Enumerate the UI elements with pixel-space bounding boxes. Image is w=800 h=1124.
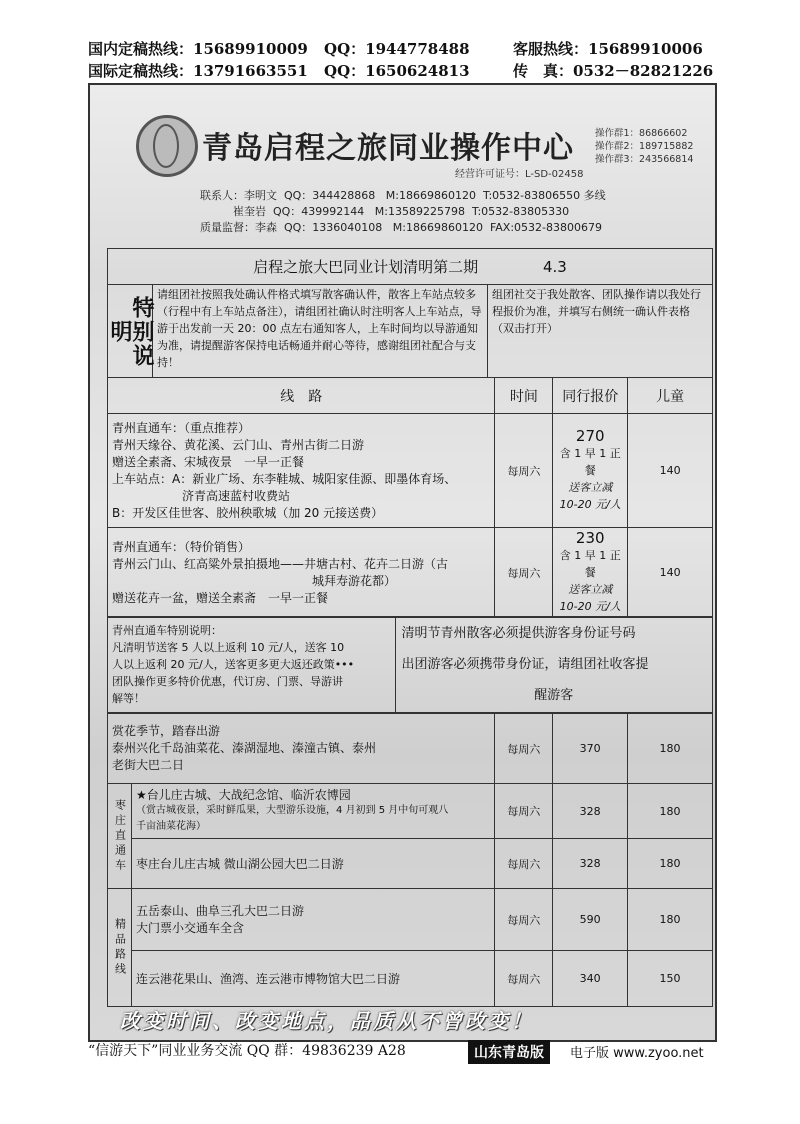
flyer-sheet	[88, 83, 717, 1042]
col-route: 线 路	[108, 378, 495, 414]
globe-logo-icon	[136, 115, 198, 177]
special-left	[108, 617, 396, 713]
route-line: 青州直通车：（重点推荐）	[112, 420, 251, 435]
route-child: 180	[628, 784, 713, 839]
special-right	[395, 617, 712, 713]
route-discount: 送客立减	[568, 583, 613, 596]
route-desc	[108, 528, 495, 618]
route-price-cell	[553, 528, 628, 618]
group-zaozhuang: 枣庄直通车	[108, 784, 132, 889]
route-child: 180	[628, 889, 713, 951]
route-meal: 含 1 早 1 正餐	[559, 447, 621, 477]
route-price-cell	[553, 414, 628, 528]
route-line: 青州直通车：（特价销售）	[112, 539, 251, 554]
route-desc	[131, 784, 494, 839]
plan-date: 4.3	[542, 258, 567, 276]
ops-groups	[595, 127, 693, 166]
domestic-qq: QQ：1944778488	[324, 40, 470, 58]
route-desc	[108, 414, 495, 528]
route-child: 150	[628, 951, 713, 1007]
route-child: 180	[628, 714, 713, 784]
route-price: 590	[553, 889, 628, 951]
route-line: 青州天缘谷、黄花溪、云门山、青州古街二日游	[112, 437, 365, 452]
table-row	[108, 951, 713, 1007]
domestic-hotline: 国内定稿热线：15689910009	[88, 40, 308, 58]
route-time: 每周六	[495, 889, 553, 951]
group-premium: 精品路线	[108, 889, 132, 1007]
special-line: 团队操作更多特价优惠，代订房、门票、导游讲	[112, 675, 343, 688]
edition-badge: 山东青岛版	[468, 1040, 550, 1064]
col-time: 时间	[495, 378, 553, 414]
col-price: 同行报价	[553, 378, 628, 414]
ops-group-3: 操作群3：243566814	[595, 154, 694, 165]
route-line: 赏花季节，踏春出游	[112, 724, 221, 738]
route-line: B：开发区佳世客、胶州秧歌城（加 20 元接送费）	[112, 505, 384, 520]
notice-right: 组团社交于我处散客、团队操作请以我处行程报价为准，并填写右侧统一确认件表格（双击打开）	[492, 288, 701, 335]
route-price: 340	[553, 951, 628, 1007]
notice-row	[108, 285, 713, 378]
table-row	[108, 714, 713, 784]
route-discount-amt: 10-20 元/人	[559, 498, 621, 511]
route-line: 大门票小交通车全含	[135, 920, 244, 935]
route-line: 五岳泰山、曲阜三孔大巴二日游	[135, 903, 304, 918]
col-child: 儿童	[628, 378, 713, 414]
route-child: 140	[628, 414, 713, 528]
contact-list	[200, 188, 606, 236]
route-time: 每周六	[495, 784, 553, 839]
contact-line: 质量监督：李森 QQ：1336040108 M:18669860120 FAX:0532-83800679	[200, 221, 602, 234]
special-line: 出团游客必须携带身份证，请组团社收客提	[401, 657, 649, 672]
route-price: 328	[553, 839, 628, 889]
route-line: ★台儿庄古城、大战纪念馆、临沂农博园	[135, 788, 351, 802]
qq-group-footer: “信游天下”同业业务交流 QQ 群：49836239 A28	[88, 1043, 406, 1059]
table-row	[108, 839, 713, 889]
table-row	[108, 784, 713, 839]
route-line: 老街大巴二日	[112, 758, 185, 772]
route-line: 上车站点：A：新业广场、东李鞋城、城阳家佳源、即墨体育场、	[112, 471, 457, 486]
route-desc	[131, 889, 494, 951]
intl-hotline: 国际定稿热线：13791663551	[88, 62, 308, 80]
route-time: 每周六	[495, 951, 553, 1007]
notice-left: 请组团社按照我处确认件格式填写散客确认件，散客上车站点较多（行程中有上车站点备注），请组团社确认时注明客人上车站点，导游于出发前一天 20：00 点左右通知客人，上车时间均以导游通知为准，请提醒游客保持电话畅通并耐心等待，感谢组团社配合与支持！	[153, 285, 488, 377]
plan-title-cell	[108, 249, 713, 285]
notice-label: 特别说明	[108, 285, 153, 377]
plan-title: 启程之旅大巴同业计划清明第二期	[253, 258, 479, 276]
route-line: 济青高速蓝村收费站	[182, 488, 291, 503]
route-time: 每周六	[495, 528, 553, 618]
route-child: 180	[628, 839, 713, 889]
route-desc	[131, 839, 494, 889]
route-child: 140	[628, 528, 713, 618]
route-price: 370	[553, 714, 628, 784]
special-line: 清明节青州散客必须提供游客身份证号码	[401, 626, 636, 641]
route-time: 每周六	[495, 714, 553, 784]
route-line: 枣庄台儿庄古城 微山湖公园大巴二日游	[135, 857, 344, 871]
table-row	[108, 889, 713, 951]
special-line: 青州直通车特别说明：	[112, 624, 222, 637]
route-meal: 含 1 早 1 正餐	[559, 549, 621, 579]
web-edition: 电子版 www.zyoo.net	[570, 1046, 704, 1061]
route-line: 连云港花果山、渔湾、连云港市博物馆大巴二日游	[135, 972, 400, 986]
route-price: 270	[575, 427, 605, 445]
special-line: 醒游客	[534, 688, 574, 703]
special-line: 人以上返利 20 元/人，送客更多更大返还政策•••	[112, 658, 355, 671]
route-line: （赏古城夜景，采时鲜瓜果，大型游乐设施，4 月初到 5 月中旬可观八	[135, 805, 449, 816]
special-notes	[107, 616, 713, 713]
intl-qq: QQ：1650624813	[324, 62, 470, 80]
route-line: 赠送全素斋、宋城夜景 一早一正餐	[112, 454, 305, 469]
route-line: 赠送花卉一盆，赠送全素斋 一早一正餐	[112, 590, 329, 605]
route-desc	[108, 714, 495, 784]
route-time: 每周六	[495, 414, 553, 528]
special-line: 凡清明节送客 5 人以上返利 10 元/人，送客 10	[112, 641, 345, 654]
agency-title: 青岛启程之旅同业操作中心	[202, 131, 574, 166]
table-row	[108, 414, 713, 528]
route-price: 328	[553, 784, 628, 839]
route-line: 千亩油菜花海）	[135, 821, 206, 832]
route-line: 城拜寿游花都）	[312, 573, 397, 588]
route-discount: 送客立减	[568, 481, 613, 494]
route-price: 230	[575, 529, 605, 547]
fax-number: 传 真：0532－82821226	[513, 62, 714, 80]
service-hotline: 客服热线：15689910006	[513, 40, 703, 58]
special-line: 解等！	[112, 692, 145, 705]
ops-group-2: 操作群2：189715882	[595, 141, 694, 152]
contact-line: 联系人：李明文 QQ：344428868 M:18669860120 T:0532-83806550 多线	[200, 189, 606, 202]
license-number: 经营许可证号：L-SD-02458	[455, 169, 584, 180]
route-line: 泰州兴化千岛油菜花、溱湖湿地、溱潼古镇、泰州	[112, 741, 377, 755]
route-desc	[131, 951, 494, 1007]
slogan: 改变时间、改变地点，品质从不曾改变！	[120, 1009, 534, 1033]
table-row	[108, 528, 713, 618]
plan-table	[107, 248, 713, 618]
route-discount-amt: 10-20 元/人	[559, 600, 621, 613]
ops-group-1: 操作群1：86866602	[595, 128, 688, 139]
routes-table-2	[107, 713, 713, 1007]
contact-line: 崔奎岩 QQ：439992144 M:13589225798 T:0532-83805330	[200, 205, 570, 218]
route-time: 每周六	[495, 839, 553, 889]
route-line: 青州云门山、红高粱外景拍摄地——井塘古村、花卉二日游（古	[112, 556, 449, 571]
